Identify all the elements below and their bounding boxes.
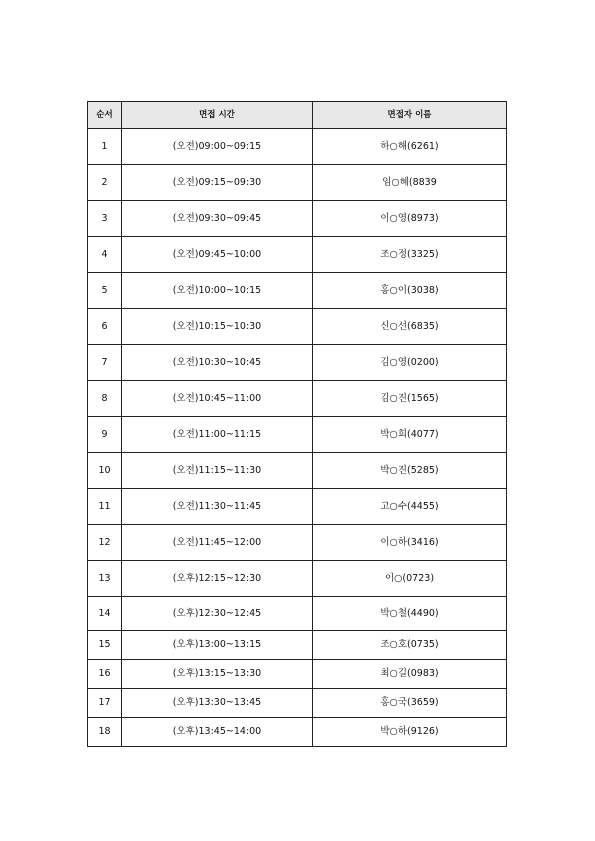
row-order: 17 bbox=[88, 689, 122, 718]
header-interviewee-name: 면접자 이름 bbox=[313, 102, 507, 129]
row-order: 2 bbox=[88, 165, 122, 201]
table-row bbox=[88, 631, 507, 660]
table-row bbox=[88, 237, 507, 273]
table-header-row bbox=[88, 102, 507, 129]
row-name: 하○해(6261) bbox=[313, 129, 507, 165]
row-order: 7 bbox=[88, 345, 122, 381]
row-name: 홍○이(3038) bbox=[313, 273, 507, 309]
row-time: (오후)13:15~13:30 bbox=[122, 660, 313, 689]
row-name: 최○길(0983) bbox=[313, 660, 507, 689]
table-row bbox=[88, 660, 507, 689]
row-time: (오전)10:15~10:30 bbox=[122, 309, 313, 345]
row-order: 8 bbox=[88, 381, 122, 417]
table-row bbox=[88, 345, 507, 381]
row-order: 16 bbox=[88, 660, 122, 689]
interview-schedule-table bbox=[87, 101, 507, 747]
row-order: 9 bbox=[88, 417, 122, 453]
row-time: (오전)11:00~11:15 bbox=[122, 417, 313, 453]
row-name: 박○희(4077) bbox=[313, 417, 507, 453]
row-order: 18 bbox=[88, 718, 122, 747]
row-time: (오전)09:30~09:45 bbox=[122, 201, 313, 237]
row-order: 5 bbox=[88, 273, 122, 309]
row-order: 14 bbox=[88, 597, 122, 631]
row-name: 박○하(9126) bbox=[313, 718, 507, 747]
row-time: (오전)09:45~10:00 bbox=[122, 237, 313, 273]
row-name: 조○정(3325) bbox=[313, 237, 507, 273]
row-name: 홍○국(3659) bbox=[313, 689, 507, 718]
row-time: (오전)10:45~11:00 bbox=[122, 381, 313, 417]
row-name: 박○철(4490) bbox=[313, 597, 507, 631]
table-row bbox=[88, 201, 507, 237]
row-order: 10 bbox=[88, 453, 122, 489]
row-time: (오전)10:00~10:15 bbox=[122, 273, 313, 309]
header-interview-time: 면접 시간 bbox=[122, 102, 313, 129]
row-name: 신○선(6835) bbox=[313, 309, 507, 345]
row-name: 김○진(1565) bbox=[313, 381, 507, 417]
row-name: 조○호(0735) bbox=[313, 631, 507, 660]
row-name: 박○진(5285) bbox=[313, 453, 507, 489]
row-order: 11 bbox=[88, 489, 122, 525]
table-row bbox=[88, 165, 507, 201]
row-time: (오전)09:00~09:15 bbox=[122, 129, 313, 165]
row-time: (오전)09:15~09:30 bbox=[122, 165, 313, 201]
table-row bbox=[88, 689, 507, 718]
table-row bbox=[88, 525, 507, 561]
row-name: 임○혜(8839 bbox=[313, 165, 507, 201]
table-row bbox=[88, 309, 507, 345]
table-row bbox=[88, 718, 507, 747]
row-time: (오후)13:45~14:00 bbox=[122, 718, 313, 747]
table-row bbox=[88, 129, 507, 165]
table-row bbox=[88, 453, 507, 489]
row-order: 1 bbox=[88, 129, 122, 165]
row-time: (오후)13:30~13:45 bbox=[122, 689, 313, 718]
table-row bbox=[88, 417, 507, 453]
table-row bbox=[88, 381, 507, 417]
row-time: (오전)10:30~10:45 bbox=[122, 345, 313, 381]
table-row bbox=[88, 597, 507, 631]
row-order: 15 bbox=[88, 631, 122, 660]
row-time: (오후)12:15~12:30 bbox=[122, 561, 313, 597]
table-row bbox=[88, 273, 507, 309]
row-order: 4 bbox=[88, 237, 122, 273]
row-name: 이○하(3416) bbox=[313, 525, 507, 561]
row-name: 김○영(0200) bbox=[313, 345, 507, 381]
row-time: (오전)11:45~12:00 bbox=[122, 525, 313, 561]
row-time: (오전)11:15~11:30 bbox=[122, 453, 313, 489]
row-time: (오후)13:00~13:15 bbox=[122, 631, 313, 660]
table-row bbox=[88, 561, 507, 597]
row-order: 12 bbox=[88, 525, 122, 561]
row-order: 3 bbox=[88, 201, 122, 237]
row-name: 고○수(4455) bbox=[313, 489, 507, 525]
table-row bbox=[88, 489, 507, 525]
row-order: 13 bbox=[88, 561, 122, 597]
row-order: 6 bbox=[88, 309, 122, 345]
row-name: 이○(0723) bbox=[313, 561, 507, 597]
row-time: (오전)11:30~11:45 bbox=[122, 489, 313, 525]
header-order: 순서 bbox=[88, 102, 122, 129]
row-time: (오후)12:30~12:45 bbox=[122, 597, 313, 631]
row-name: 이○영(8973) bbox=[313, 201, 507, 237]
